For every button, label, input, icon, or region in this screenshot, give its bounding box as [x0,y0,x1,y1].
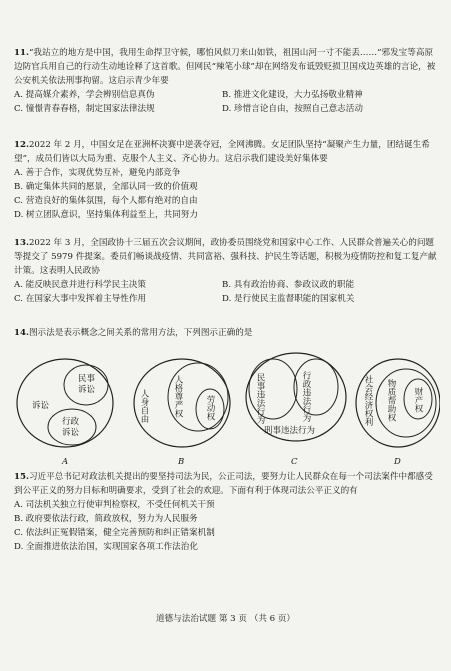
options [14,88,439,116]
diagram-a[interactable] [17,359,113,467]
options [14,278,439,306]
question-number: 14. [14,328,29,338]
diagram-c[interactable] [246,353,346,467]
circle-inner-bottom [48,409,96,445]
question-number: 12. [14,140,29,150]
label-bottom [62,416,80,438]
question-13-stem [14,236,439,278]
question-text: 习近平总书记对政法机关提出的要坚持司法为民，公正司法，要努力让人民群众在每一个司法案件中都感受到公平正义的努力目标和明确要求，受到了社会的欢迎。下面有利于体现司法公平正义的有 [14,472,433,496]
question-number: 13. [14,238,29,248]
option-c[interactable]: C. 在国家大事中发挥着主导性作用 [14,294,147,304]
label-outer: 人身自由 [139,389,149,423]
option-b[interactable]: B. 政府要依法行政，简政放权，努力为人民服务 [14,514,198,524]
options [14,498,439,554]
option-d[interactable]: D. 树立团队意识，坚持集体利益至上，共同努力 [14,210,198,220]
question-14-stem [14,326,439,340]
option-c[interactable]: C. 憧憬青春春格，制定国家法律法规 [14,104,155,114]
question-11 [14,46,439,116]
label-left: 民事违法行为 [255,373,265,424]
question-13 [14,236,439,306]
question-number: 11. [14,48,29,58]
option-a[interactable]: A. 善于合作，实现优势互补，避免内部竞争 [14,168,181,178]
footer-total: （共 6 页） [249,614,296,624]
diagram-letter: D [394,457,401,467]
option-d[interactable]: D. 珍惜言论自由，按照自己意志活动 [222,104,363,114]
label-middle: 物质帮助权 [386,379,396,422]
question-15-stem [14,470,439,498]
option-c[interactable]: C. 营造良好的集体氛围，每个人都有绝对的自由 [14,196,198,206]
diagram-letter: A [62,457,69,467]
question-number: 15. [14,472,29,482]
option-a[interactable]: A. 提高媒介素养，学会辨别信息真伪 [14,90,155,100]
label-part: 诉讼 [78,385,96,395]
diagram-letter: C [291,457,298,467]
diagram-b[interactable] [134,359,230,467]
diagram-letter: B [178,457,185,467]
label-part: 民事 [78,374,96,384]
page-footer [0,612,451,624]
option-a[interactable]: A. 能反映民意并进行科学民主决策 [14,280,146,290]
label-outer: 诉讼 [32,401,50,411]
question-15 [14,470,439,554]
question-text: 2022 年 3 月，全国政协十三届五次会议期间，政协委员围绕党和国家中心工作、人民群众普遍关心的问题等提交了 5979 件提案。委员们畅谈战疫情、共同富裕、强科技、护民生等话题，积极为疫情防控和复工复产献计策。这表明人民政协 [14,238,437,276]
label-inner: 财产权 [413,387,423,413]
option-b[interactable]: B. 推进文化建设，大力弘扬敬业精神 [222,90,363,100]
option-b[interactable]: B. 确定集体共同的愿景，全部认同一致的价值观 [14,182,198,192]
question-text: 2022 年 2 月，中国女足在亚洲杯决赛中逆袭夺冠，全网沸腾。女足团队坚持“凝聚产生力量，团结诞生希望”，成员们皆以大局为重、克服个人主义、齐心协力。这启示我们建设美好集体要 [14,140,430,164]
label-inner: 劳动权 [205,395,215,421]
footer-page: 第 3 页 [218,614,247,624]
option-a[interactable]: A. 司法机关独立行使审判检察权，不受任何机关干预 [14,500,215,510]
question-text: “我站立的地方是中国，我用生命捍卫守候，哪怕风似刀来山如铁，祖国山河一寸不能丢……”邪发宝等高原边防官兵用自己的行动生动地诠释了这首歌。但网民“辣笔小球”却在网络发布诋毁贬损卫国戍边英雄的言论，被公安机关依法刑事拘留。这启示青少年要 [14,48,436,86]
question-14 [14,326,439,340]
label-bottom: 刑事违法行为 [264,426,316,436]
option-d[interactable]: D. 全面推进依法治国，实现国家各项工作法治化 [14,542,198,552]
label-right: 行政违法行为 [301,371,311,422]
label-middle: 人格尊严权 [173,375,183,418]
question-12-stem [14,138,439,166]
question-11-stem [14,46,439,88]
options [14,166,439,222]
label-outer: 社会经济权利 [363,375,373,426]
diagram-d[interactable] [356,359,440,467]
option-c[interactable]: C. 依法纠正冤假错案，健全完善预防和纠正错案机制 [14,528,215,538]
circle-middle [376,369,436,437]
label-part: 行政 [62,417,80,427]
option-b[interactable]: B. 具有政治协商、参政议政的职能 [222,280,355,290]
label-part: 诉讼 [62,428,80,438]
question-12 [14,138,439,222]
concept-diagrams [10,349,440,467]
question-text: 图示法是表示概念之间关系的常用方法，下列图示正确的是 [28,328,253,338]
label-top [78,373,96,395]
footer-subject: 道德与法治试题 [155,614,217,624]
option-d[interactable]: D. 是行使民主监督职能的国家机关 [222,294,355,304]
